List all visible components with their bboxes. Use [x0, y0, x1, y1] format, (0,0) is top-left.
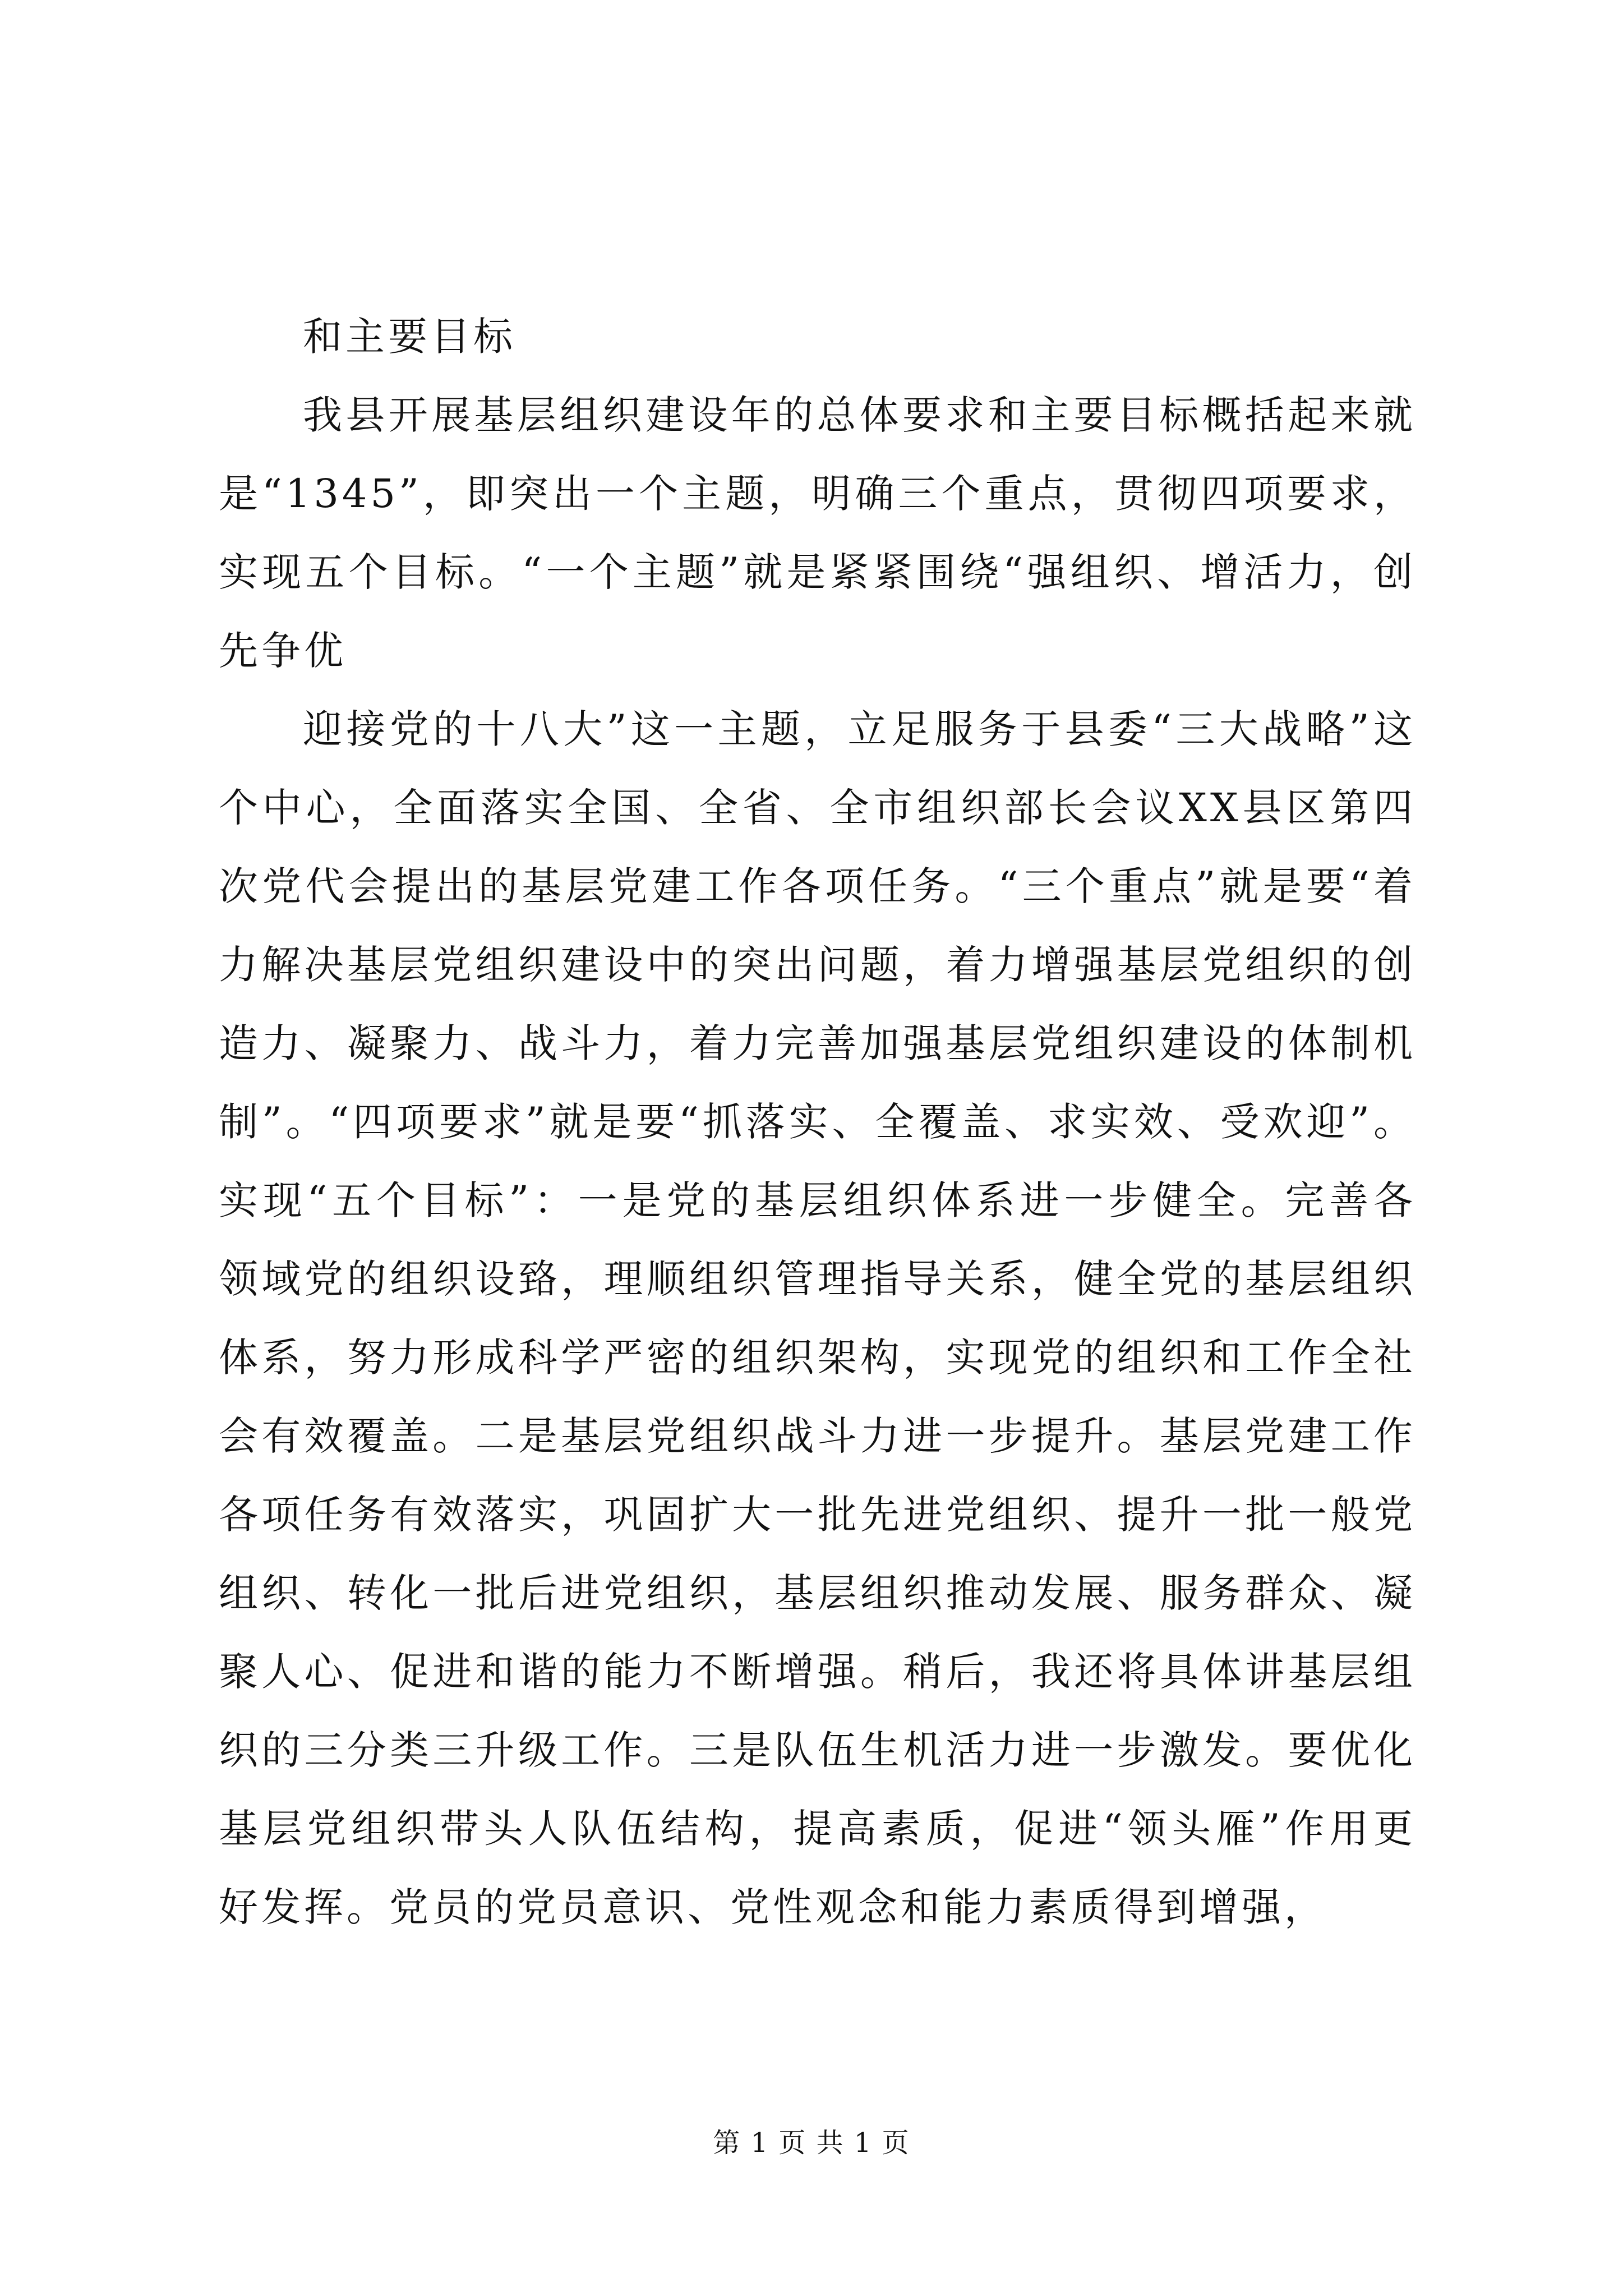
- document-body: [219, 297, 1416, 1947]
- paragraph-3: 迎接党的十八大”这一主题，立足服务于县委“三大战略”这个中心，全面落实全国、全省、全市组织部长会议XX县区第四次党代会提出的基层党建工作各项任务。“三个重点”就是要“着力解决基层党组织建设中的突出问题，着力增强基层党组织的创造力、凝聚力、战斗力，着力完善加强基层党组织建设的体制机制”。“四项要求”就是要“抓落实、全覆盖、求实效、受欢迎”。实现“五个目标”：一是党的基层组织体系进一步健全。完善各领域党的组织设臵，理顺组织管理指导关系，健全党的基层组织体系，努力形成科学严密的组织架构，实现党的组织和工作全社会有效覆盖。二是基层党组织战斗力进一步提升。基层党建工作各项任务有效落实，巩固扩大一批先进党组织、提升一批一般党组织、转化一批后进党组织，基层组织推动发展、服务群众、凝聚人心、促进和谐的能力不断增强。稍后，我还将具体讲基层组织的三分类三升级工作。三是队伍生机活力进一步激发。要优化基层党组织带头人队伍结构，提高素质，促进“领头雁”作用更好发挥。党员的党员意识、党性观念和能力素质得到增强，: [219, 706, 1416, 1930]
- page-footer: 第 1 页 共 1 页: [713, 2127, 910, 2159]
- paragraph-1: 和主要目标: [303, 314, 516, 360]
- paragraph-2: 我县开展基层组织建设年的总体要求和主要目标概括起来就是“1345”，即突出一个主题，明确三个重点，贯彻四项要求，实现五个目标。“一个主题”就是紧紧围绕“强组织、增活力，创先争优: [219, 392, 1416, 674]
